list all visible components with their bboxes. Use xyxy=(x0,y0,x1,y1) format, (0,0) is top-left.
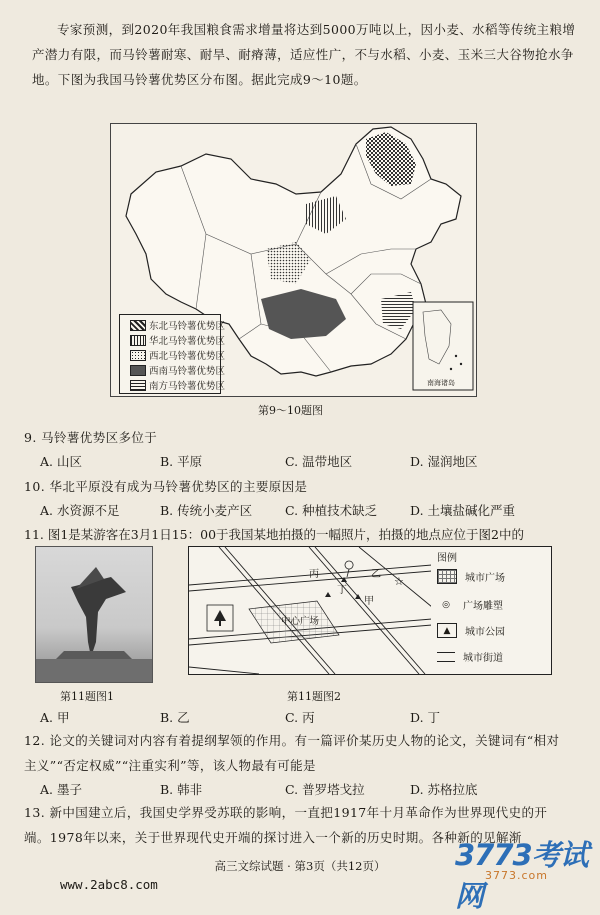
q9-option-d[interactable]: D. 湿润地区 xyxy=(410,454,478,469)
q9-option-c[interactable]: C. 温带地区 xyxy=(285,454,353,469)
legend-north-china: 华北马铃薯优势区 xyxy=(130,333,225,347)
legend-south: 南方马铃薯优势区 xyxy=(130,378,225,392)
label-yi: 乙 xyxy=(371,569,381,580)
question-13-stem: 13. 新中国建立后，我国史学界受苏联的影响，一直把1917年十月革命作为世界现代史的开端。1978年以来，关于世界现代史开端的探讨进入一个新的历史时期。各种新的见解渐 xyxy=(24,805,548,845)
q10-option-a[interactable]: A. 水资源不足 xyxy=(40,503,120,518)
q11-option-d[interactable]: D. 丁 xyxy=(410,710,441,725)
label-central-plaza: 中心广场 xyxy=(281,616,320,627)
q11-option-a[interactable]: A. 甲 xyxy=(40,710,70,725)
q12-option-a[interactable]: A. 墨子 xyxy=(40,782,82,797)
legend-southwest: 西南马铃薯优势区 xyxy=(130,363,225,377)
legend-northeast: 东北马铃薯优势区 xyxy=(130,318,225,332)
street-line-icon xyxy=(437,652,455,662)
q9-option-a[interactable]: A. 山区 xyxy=(40,454,82,469)
label-bing: 丙 xyxy=(309,569,319,580)
map-legend xyxy=(119,314,226,394)
page-footer: 高三文综试题 · 第3页（共12页） xyxy=(214,859,386,873)
label-ding: 丁 xyxy=(337,585,347,596)
q12-option-d[interactable]: D. 苏格拉底 xyxy=(410,782,478,797)
legend-northwest: 西北马铃薯优势区 xyxy=(130,348,225,362)
question-10-stem: 10. 华北平原没有成为马铃薯优势区的主要原因是 xyxy=(24,479,308,494)
question-9-stem: 9. 马铃薯优势区多位于 xyxy=(24,430,158,445)
q10-option-b[interactable]: B. 传统小麦产区 xyxy=(160,503,253,518)
q11-option-c[interactable]: C. 丙 xyxy=(285,710,315,725)
q10-option-c[interactable]: C. 种植技术缺乏 xyxy=(285,503,378,518)
question-11-stem: 11. 图1是某游客在3月1日15：00于我国某地拍摄的一幅照片，拍摄的地点应位于图2中的 xyxy=(24,527,524,542)
intro-paragraph: 专家预测，到2020年我国粮食需求增量将达到5000万吨以上，因小麦、水稻等传统主粮增产潜力有限，而马铃薯耐寒、耐旱、耐瘠薄，适应性广，不与水稻、小麦、玉米三大谷物抢水争地。下图为我国马铃薯优势区分布图。据此完成9～10题。 xyxy=(32,22,576,87)
map-pin-icon: ◎ xyxy=(442,599,450,610)
label-jia: 甲 xyxy=(364,596,374,607)
plaza-grid-icon xyxy=(437,569,457,584)
inset-label: 南海诸岛 xyxy=(427,379,455,387)
watermark-main: 3773考试网 xyxy=(455,838,588,913)
legend-city-park: ▲ 城市公园 xyxy=(437,623,505,638)
watermark-url: 3773.com xyxy=(485,869,548,882)
q12-option-b[interactable]: B. 韩非 xyxy=(160,782,203,797)
legend-city-plaza: 城市广场 xyxy=(437,569,505,584)
sculpture-image-icon xyxy=(36,547,152,682)
question-12-stem: 12. 论文的关键词对内容有着提纲挈领的作用。有一篇评价某历史人物的论文，关键词有“相对主义”“否定权威”“注重实利”等，该人物最有可能是 xyxy=(24,733,560,773)
tree-icon: ▲ xyxy=(437,623,457,638)
legend-title: 图例 xyxy=(437,553,457,564)
pattern-swatch-icon xyxy=(130,335,146,346)
q10-option-d[interactable]: D. 土壤盐碱化严重 xyxy=(410,503,516,518)
q11-photo-sculpture xyxy=(35,546,153,683)
fig2-caption: 第11题图2 xyxy=(287,690,341,703)
fig1-caption: 第11题图1 xyxy=(60,690,114,703)
pattern-swatch-icon xyxy=(130,365,146,376)
q11-street-map xyxy=(188,546,433,675)
legend-city-street: 城市街道 xyxy=(437,649,503,664)
legend-plaza-sculpture: ◎ 广场雕塑 xyxy=(437,597,503,612)
q11-option-b[interactable]: B. 乙 xyxy=(160,710,190,725)
q9-option-b[interactable]: B. 平原 xyxy=(160,454,203,469)
pattern-swatch-icon xyxy=(130,350,146,361)
map-caption: 第9～10题图 xyxy=(258,404,323,417)
pattern-swatch-icon xyxy=(130,380,146,391)
svg-text:☆: ☆ xyxy=(394,575,404,588)
site-url[interactable]: www.2abc8.com xyxy=(60,877,158,892)
q12-option-c[interactable]: C. 普罗塔戈拉 xyxy=(285,782,365,797)
street-map-legend xyxy=(431,546,552,675)
pattern-swatch-icon xyxy=(130,320,146,331)
potato-region-map xyxy=(110,123,477,397)
